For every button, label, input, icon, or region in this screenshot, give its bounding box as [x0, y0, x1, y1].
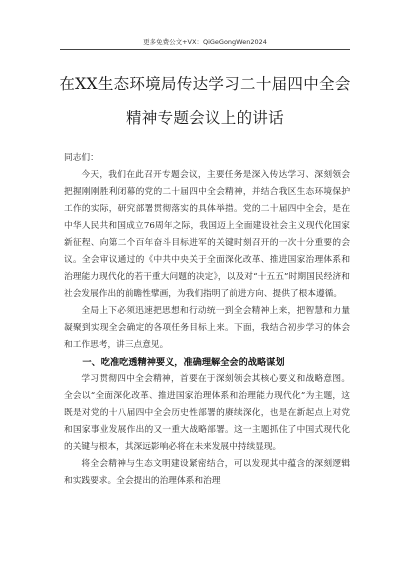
salutation: 同志们： — [64, 153, 99, 163]
paragraph-core-meaning: 学习贯彻四中全会精神，首要在于深刻领会其核心要义和战略意图。全会以“全面深化改革、推进国家治理体系和治理能力现代化”为主题，这既是对党的十八届四中全会历史性部署的赓续深化，也是在新起点上对党和国家事业发展作出的又一重大战略部署。这一主题抓住了中国式现代化的关键与根本，其深远影响必将在未来发展中持续显现。 — [64, 374, 350, 452]
paragraph-unify: 全局上下必须迅速把思想和行动统一到全会精神上来，把智慧和力量凝聚到实现全会确定的各项任务目标上来。下面，我结合初步学习的体会和工作思考，讲三点意见。 — [64, 306, 350, 350]
header-divider — [60, 49, 350, 50]
section-heading-1: 一、吃准吃透精神要义，准确理解全会的战略谋划 — [82, 357, 285, 368]
document-title-line1: 在XX生态环境局传达学习二十届四中全会 — [59, 75, 351, 93]
document-title-line2: 精神专题会议上的讲话 — [125, 109, 284, 127]
paragraph-ecology: 将全会精神与生态文明建设紧密结合，可以发现其中蕴含的深刻逻辑和实践要求。全会提出的治理体系和治理 — [64, 459, 350, 486]
paragraph-intro: 今天，我们在此召开专题会议，主要任务是深入传达学习、深刻领会把握刚刚胜利闭幕的党的二十届四中全会精神，并结合我区生态环境保护工作的实际，研究部署贯彻落实的具体举措。党的二十届四中全会，是在中华人民共和国成立76周年之际，我国迈上全面建设社会主义现代化国家新征程、向第二个百年奋斗目标进军的关键时刻召开的一次十分重要的会议。全会审议通过的《中共中央关于全面深化改革、推进国家治理体系和治理能力现代化的若干重大问题的决定》，以及对“十五五”时期国民经济和社会发展作出的前瞻性擘画，为我们指明了前进方向、提供了根本遵循。 — [64, 170, 350, 299]
document-body — [64, 150, 350, 490]
header-note: 更多免费公文+VX：QiGeGongWen2024 — [143, 38, 267, 46]
